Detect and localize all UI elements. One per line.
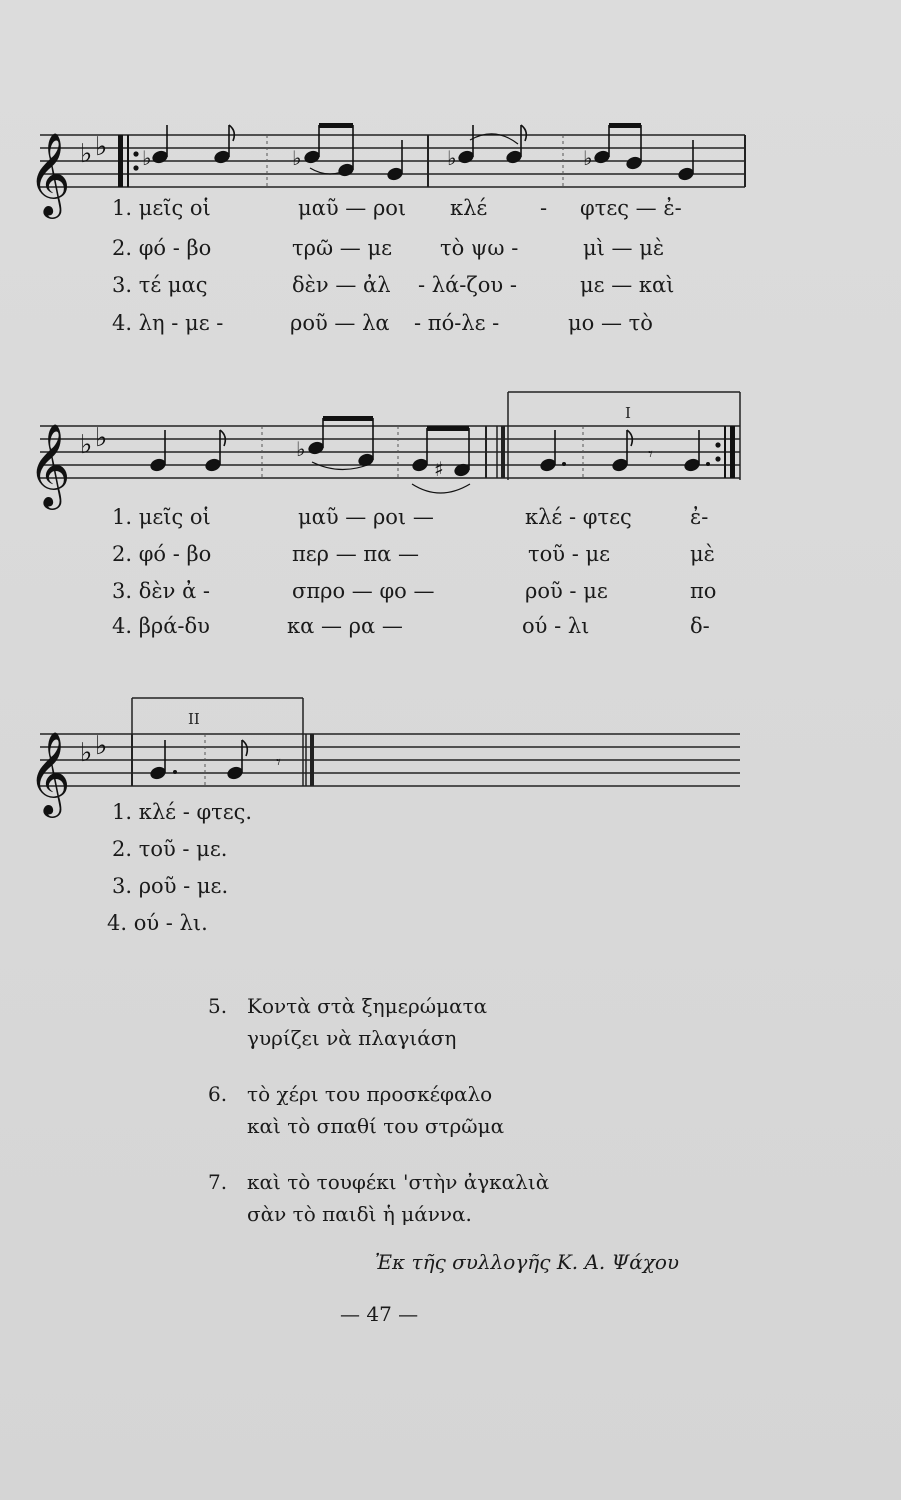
attribution: Ἐκ τῆς συλλογῆς Κ. Α. Ψάχου (375, 1250, 680, 1274)
lyric-syllable: 1. μεῖς οἱ (112, 505, 211, 529)
lyric-syllable: 2. φό - βο (112, 236, 212, 260)
lyric-syllable: μαῦ — ροι — (298, 505, 434, 529)
lyric-syllable: 3. ροῦ - με. (112, 874, 229, 898)
svg-text:𝄾: 𝄾 (648, 444, 653, 465)
flat-icon: ♭ (95, 731, 108, 761)
lyric-syllable: κλέ - φτες (525, 505, 632, 529)
svg-text:𝄾: 𝄾 (276, 752, 281, 773)
lyric-syllable: 4. βρά-δυ (112, 614, 210, 638)
stanza-number: 5. (208, 994, 228, 1018)
lyric-syllable: 2. τοῦ - με. (112, 837, 228, 861)
stanza-number: 6. (208, 1082, 228, 1106)
svg-text:♭: ♭ (447, 146, 457, 170)
lyric-syllable: 4. ού - λι. (107, 911, 208, 935)
lyric-syllable: μαῦ — ροι (298, 196, 407, 220)
lyric-syllable: με — καὶ (580, 273, 675, 297)
svg-text:♭: ♭ (583, 146, 593, 170)
lyric-syllable: φτες — ἐ- (580, 196, 682, 220)
stanza-line: καὶ τὸ τουφέκι 'στὴν ἀγκαλιὰ (247, 1170, 550, 1194)
lyric-syllable: - λά-ζου - (418, 273, 517, 297)
lyric-syllable: περ — πα — (292, 542, 420, 566)
svg-text:♯: ♯ (434, 457, 444, 481)
lyric-syllable: 1. μεῖς οἱ (112, 196, 211, 220)
ending-label: II (188, 710, 200, 728)
stanza-number: 7. (208, 1170, 228, 1194)
lyric-syllable: δὲν — ἀλ (292, 273, 391, 297)
lyric-syllable: 1. κλέ - φτες. (112, 800, 253, 824)
lyric-syllable: κα — ρα — (287, 614, 403, 638)
lyric-syllable: τρῶ — με (292, 236, 392, 260)
lyric-syllable: ού - λι (522, 614, 590, 638)
lyric-syllable: 3. τέ μας (112, 273, 208, 297)
lyric-syllable: σπρο — φο — (292, 579, 435, 603)
flat-icon: ♭ (80, 738, 93, 768)
stanza-line: σὰν τὸ παιδὶ ἡ μάννα. (247, 1202, 472, 1226)
treble-clef-icon: 𝄞 (28, 131, 71, 215)
lyric-syllable: μο — τὸ (568, 311, 653, 335)
lyric-syllable: - (540, 196, 548, 220)
treble-clef-icon: 𝄞 (28, 422, 71, 506)
stanza-line: Κοντὰ στὰ ξημερώματα (247, 994, 488, 1018)
flat-icon: ♭ (80, 430, 93, 460)
lyric-syllable: 3. δὲν ἀ - (112, 579, 211, 603)
stanza-line: γυρίζει νὰ πλαγιάση (247, 1026, 457, 1050)
lyric-syllable: πο (690, 579, 717, 603)
lyric-syllable: μὲ (690, 542, 715, 566)
lyric-syllable: κλέ (450, 196, 488, 220)
lyric-syllable: μὶ — μὲ (583, 236, 665, 260)
ending-label: I (625, 404, 631, 422)
svg-text:♭: ♭ (292, 146, 302, 170)
stanza-line: τὸ χέρι του προσκέφαλο (247, 1082, 493, 1106)
treble-clef-icon: 𝄞 (28, 730, 71, 814)
stanza-line: καὶ τὸ σπαθί του στρῶμα (247, 1114, 505, 1138)
lyric-syllable: τοῦ - με (528, 542, 611, 566)
staff-system-2 (0, 388, 901, 508)
lyric-syllable: ροῦ — λα (290, 311, 390, 335)
lyric-syllable: δ- (690, 614, 710, 638)
lyric-syllable: ἐ- (690, 505, 709, 529)
flat-icon: ♭ (95, 423, 108, 453)
page-number: — 47 — (340, 1302, 419, 1326)
svg-text:♭: ♭ (296, 437, 306, 461)
svg-text:♭: ♭ (142, 146, 152, 170)
lyric-syllable: 4. λη - με - (112, 311, 224, 335)
flat-icon: ♭ (80, 139, 93, 169)
lyric-syllable: τὸ ψω - (440, 236, 519, 260)
lyric-syllable: ροῦ - με (525, 579, 608, 603)
flat-icon: ♭ (95, 132, 108, 162)
lyric-syllable: - πό-λε - (414, 311, 500, 335)
lyric-syllable: 2. φό - βο (112, 542, 212, 566)
